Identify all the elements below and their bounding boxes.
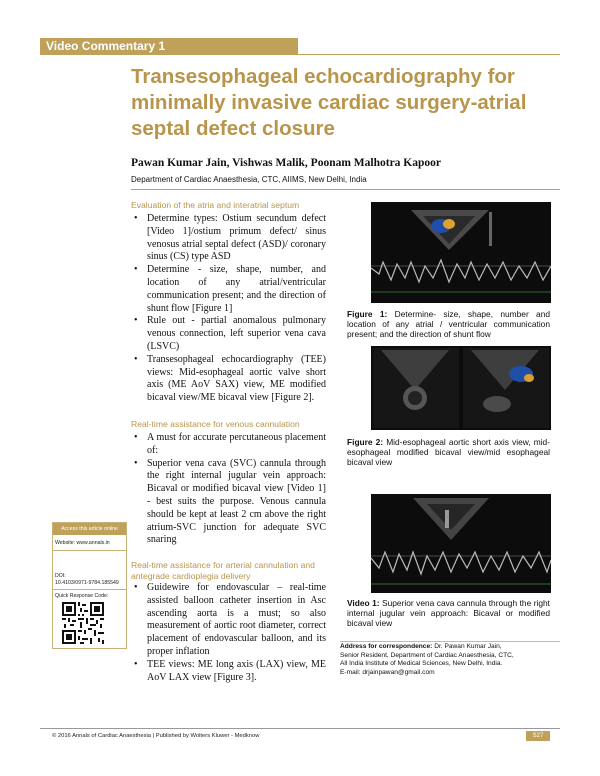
video-1-image[interactable] xyxy=(371,494,551,593)
caption-text: Determine- size, shape, number and location of any atrial / ventricular communication present; and the direction of shunt flow xyxy=(347,309,551,339)
list-item: • Superior vena cava (SVC) cannula through the right internal jugular vein approach: Bicaval or modified bicaval view [Video 1] - best suits the purpose. Venous cannula should be kept at least 2 cm above the right atrium-SVC junction for adequate SVC snaring xyxy=(131,458,326,548)
section-heading-venous: Real-time assistance for venous cannulation xyxy=(131,419,300,429)
caption-text: Superior vena cava cannula through the right internal jugular vein approach: Bicaval or modified bicaval view xyxy=(347,598,550,628)
video-1-caption xyxy=(347,598,550,628)
figure-2-caption xyxy=(347,437,550,467)
doi-label: DOI: xyxy=(55,573,66,579)
bullet-list-venous xyxy=(131,432,326,547)
article-access-box xyxy=(52,522,127,649)
footer-text: © 2016 Annals of Cardiac Anaesthesia | Published by Wolters Kluwer - Medknow xyxy=(52,733,260,739)
list-item: • TEE views: ME long axis (LAX) view, ME AoV LAX view [Figure 3]. xyxy=(131,659,326,685)
figure-2-image xyxy=(371,346,551,430)
affiliation-rule xyxy=(131,189,560,190)
correspondence-block xyxy=(340,643,560,677)
list-item: • Rule out - partial anomalous pulmonary venous connection, left superior vena cava (LSVC) xyxy=(131,315,326,353)
caption-label: Figure 1: xyxy=(347,309,388,319)
caption-label: Figure 2: xyxy=(347,437,384,447)
correspondence-line: Senior Resident, Department of Cardiac Anaesthesia, CTC, xyxy=(340,651,514,659)
qr-label: Quick Response Code: xyxy=(55,593,109,599)
section-heading-atria: Evaluation of the atria and interatrial septum xyxy=(131,200,300,210)
footer-rule xyxy=(40,728,560,729)
affiliation: Department of Cardiac Anaesthesia, CTC, AIIMS, New Delhi, India xyxy=(131,175,367,184)
page-number: S27 xyxy=(526,731,550,741)
divider xyxy=(53,550,126,551)
list-item: • Determine types: Ostium secundum defect [Video 1]/ostium primum defect/ sinus venosus atrial septal defect (ASD)/ coronary sinus (CS) type ASD xyxy=(131,213,326,264)
list-item: • Transesophageal echocardiography (TEE) views: Mid-esophageal aortic valve short axis (ME AoV SAX) view, ME modified bicaval view/ME bicaval view [Figure 2]. xyxy=(131,354,326,405)
correspondence-rule xyxy=(340,641,560,642)
figure-1-image xyxy=(371,202,551,303)
section-label: Video Commentary 1 xyxy=(46,39,166,53)
list-item: • A must for accurate percutaneous placement of: xyxy=(131,432,326,458)
figure-1-caption xyxy=(347,309,550,339)
correspondence-email[interactable]: E-mail: drjainpawan@gmail.com xyxy=(340,668,435,676)
access-heading: Access this article online xyxy=(53,523,126,535)
header-rule xyxy=(298,54,560,55)
website-link[interactable]: Website: www.annals.in xyxy=(55,540,110,546)
bullet-list-arterial xyxy=(131,582,326,684)
divider xyxy=(53,589,126,590)
correspondence-line: Dr. Pawan Kumar Jain, xyxy=(434,643,502,650)
qr-code-icon[interactable] xyxy=(62,602,104,644)
correspondence-line: All India Institute of Medical Sciences, New Delhi, India. xyxy=(340,660,503,668)
authors: Pawan Kumar Jain, Vishwas Malik, Poonam Malhotra Kapoor xyxy=(131,157,441,169)
section-heading-arterial: Real-time assistance for arterial cannulation and antegrade cardioplegia delivery xyxy=(131,560,315,581)
article-title: Transesophageal echocardiography for minimally invasive cardiac surgery-atrial septal defect closure xyxy=(131,65,527,140)
correspondence-label: Address for correspondence: xyxy=(340,643,433,650)
doi-value[interactable]: 10.4103/0971-9784.185549 xyxy=(55,580,119,586)
caption-text: Mid-esophageal aortic short axis view, mid-esophageal modified bicaval view/mid esophageal bicaval view xyxy=(347,437,551,467)
caption-label: Video 1: xyxy=(347,598,380,608)
section-banner xyxy=(40,38,298,55)
bullet-list-atria xyxy=(131,213,326,405)
list-item: • Guidewire for endovascular – real-time assisted balloon catheter insertion in Asc ascending aorta is a must; so also measurement of aortic root diameter, correct placement of endovascular balloon, and its proper inflation xyxy=(131,582,326,659)
list-item: • Determine - size, shape, number, and location of any atrial/ventricular communication present; and the direction of shunt flow [Figure 1] xyxy=(131,264,326,315)
